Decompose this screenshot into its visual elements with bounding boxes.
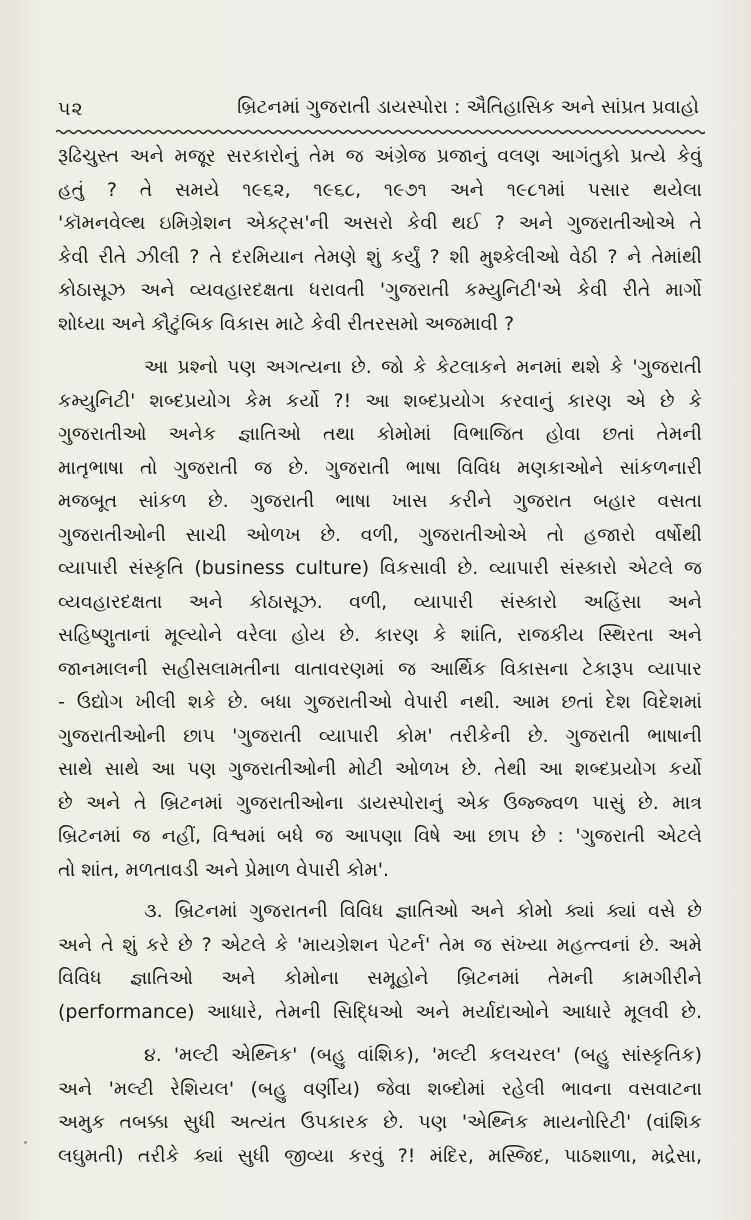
text-line: 'કૉમનવેલ્થ ઇમિગ્રેશન એક્ટ્સ'ની અસરો કેવી થઈ ? અને ગુજરાતીઓએ તે [58, 212, 702, 234]
text-line: માતૃભાષા તો ગુજરાતી જ છે. ગુજરાતી ભાષા વિવિધ મણકાઓને સાંકળનારી [58, 456, 702, 479]
text-line: છે અને તે બ્રિટનમાં ગુજરાતીઓના ડાયસ્પોરાનું એક ઉજ્જ્વળ પાસું છે. માત્ર [58, 791, 702, 814]
decorative-header-rule [56, 129, 705, 135]
text-line: મજબૂત સાંકળ છે. ગુજરાતી ભાષા ખાસ કરીને ગુજરાત બહાર વસતા [58, 490, 702, 512]
text-line: - ઉદ્યોગ ખીલી શકે છે. બધા ગુજરાતીઓ વેપારી નથી. આમ છતાં દેશ વિદેશમાં [58, 691, 702, 713]
running-title: બ્રિટનમાં ગુજરાતી ડાયસ્પોરા : ઐતિહાસિક અને સાંપ્રત પ્રવાહો [237, 96, 699, 118]
text-line: લઘુમતી) તરીકે ક્યાં સુધી જીવ્યા કરવું ?! મંદિર, મસ્જિદ, પાઠશાળા, મદ્રેસા, [58, 1144, 702, 1167]
text-line: કેવી રીતે ઝીલી ? તે દરમિયાન તેમણે શું કર્યું ? શી મુશ્કેલીઓ વેઠી ? ને તેમાંથી [58, 245, 702, 268]
text-line: અને 'મલ્ટી રેશિયલ' (બહુ વર્ણીય) જેવા શબ્દોમાં રહેલી ભાવના વસવાટના [58, 1077, 702, 1100]
text-line: જાનમાલની સહીસલામતીના વાતાવરણમાં જ આર્થિક વિકાસના ટેકારૂપ વ્યાપાર [58, 657, 702, 680]
text-line: આ પ્રશ્નો પણ અગત્યના છે. જો કે કેટલાકને મનમાં થશે કે 'ગુજરાતી [144, 356, 702, 378]
text-line: રૂઢિચુસ્ત અને મજૂર સરકારોનું તેમ જ અંગ્રેજ પ્રજાનું વલણ આગંતુકો પ્રત્યે કેવું [58, 145, 702, 167]
text-line: ગુજરાતીઓ અનેક જ્ઞાતિઓ તથા કોમોમાં વિભાજિત હોવા છતાં તેમની [58, 423, 702, 445]
text-line: સહિષ્ણુતાનાં મૂલ્યોને વરેલા હોય છે. કારણ કે શાંતિ, રાજકીય સ્થિરતા અને [58, 624, 702, 646]
text-line: કોઠાસૂઝ અને વ્યવહારદક્ષતા ધરાવતી 'ગુજરાતી કમ્યુનિટી'એ કેવી રીતે માર્ગો [58, 279, 702, 301]
text-line: વ્યાપારી સંસ્કૃતિ (business culture) વિકસાવી છે. વ્યાપારી સંસ્કારો એટલે જ [58, 557, 702, 579]
text-line: તો શાંત, મળતાવડી અને પ્રેમાળ વેપારી કોમ'. [58, 858, 390, 881]
text-line: વ્યવહારદક્ષતા અને કોઠાસૂઝ. વળી, વ્યાપારી સંસ્કારો અહિંસા અને [58, 590, 702, 613]
text-line: વિવિધ જ્ઞાતિઓ અને કોમોના સમૂહોને બ્રિટનમાં તેમની કામગીરીને [58, 967, 702, 989]
paragraph-3 [58, 895, 702, 1029]
text-line: શોધ્યા અને કૌટુંબિક વિકાસ માટે કેવી રીતરસમો અજમાવી ? [58, 312, 515, 335]
paragraph-2 [58, 351, 702, 887]
body-text [58, 140, 702, 1181]
text-line: સાથે સાથે આ પણ ગુજરાતીઓની મોટી ઓળખ છે. તેથી આ શબ્દપ્રયોગ કર્યો [58, 758, 702, 780]
text-line: અમુક તબક્કા સુધી અત્યંત ઉપકારક છે. પણ 'એથ્નિક માયનોરિટી' (વાંશિક [58, 1111, 702, 1133]
page-number: ૫૨ [58, 98, 84, 120]
wavy-rule-graphic [56, 129, 705, 135]
text-line: ૪. 'મલ્ટી એથ્નિક' (બહુ વાંશિક), 'મલ્ટી કલચરલ' (બહુ સાંસ્કૃતિક) [144, 1044, 702, 1066]
text-line: હતું ? તે સમયે ૧૯૬૨, ૧૯૬૮, ૧૯૭૧ અને ૧૯૮૧માં પસાર થયેલા [58, 178, 702, 201]
text-line: ગુજરાતીઓની છાપ 'ગુજરાતી વ્યાપારી કોમ' તરીકેની છે. ગુજરાતી ભાષાની [58, 724, 702, 747]
paragraph-1 [58, 140, 702, 341]
paper-speck [24, 1141, 27, 1144]
text-line: બ્રિટનમાં જ નહીં, વિશ્વમાં બધે જ આપણા વિષે આ છાપ છે : 'ગુજરાતી એટલે [58, 825, 702, 847]
page-header [58, 96, 699, 126]
text-line: ૩. બ્રિટનમાં ગુજરાતની વિવિધ જ્ઞાતિઓ અને કોમો ક્યાં ક્યાં વસે છે [144, 900, 702, 922]
text-line: અને તે શું કરે છે ? એટલે કે 'માયગ્રેશન પેટર્ન' તેમ જ સંખ્યા મહત્ત્વનાં છે. અમે [58, 933, 702, 956]
text-line: ગુજરાતીઓની સાચી ઓળખ છે. વળી, ગુજરાતીઓએ તો હજારો વર્ષોથી [58, 523, 702, 546]
text-line: (performance) આધારે, તેમની સિદ્ધિઓ અને મર્યાદાઓને આધારે મૂલવી છે. [58, 1000, 702, 1023]
text-line: કમ્યુનિટી' શબ્દપ્રયોગ કેમ કર્યો ?! આ શબ્દપ્રયોગ કરવાનું કારણ એ છે કે [58, 389, 702, 412]
paragraph-4 [58, 1039, 702, 1173]
